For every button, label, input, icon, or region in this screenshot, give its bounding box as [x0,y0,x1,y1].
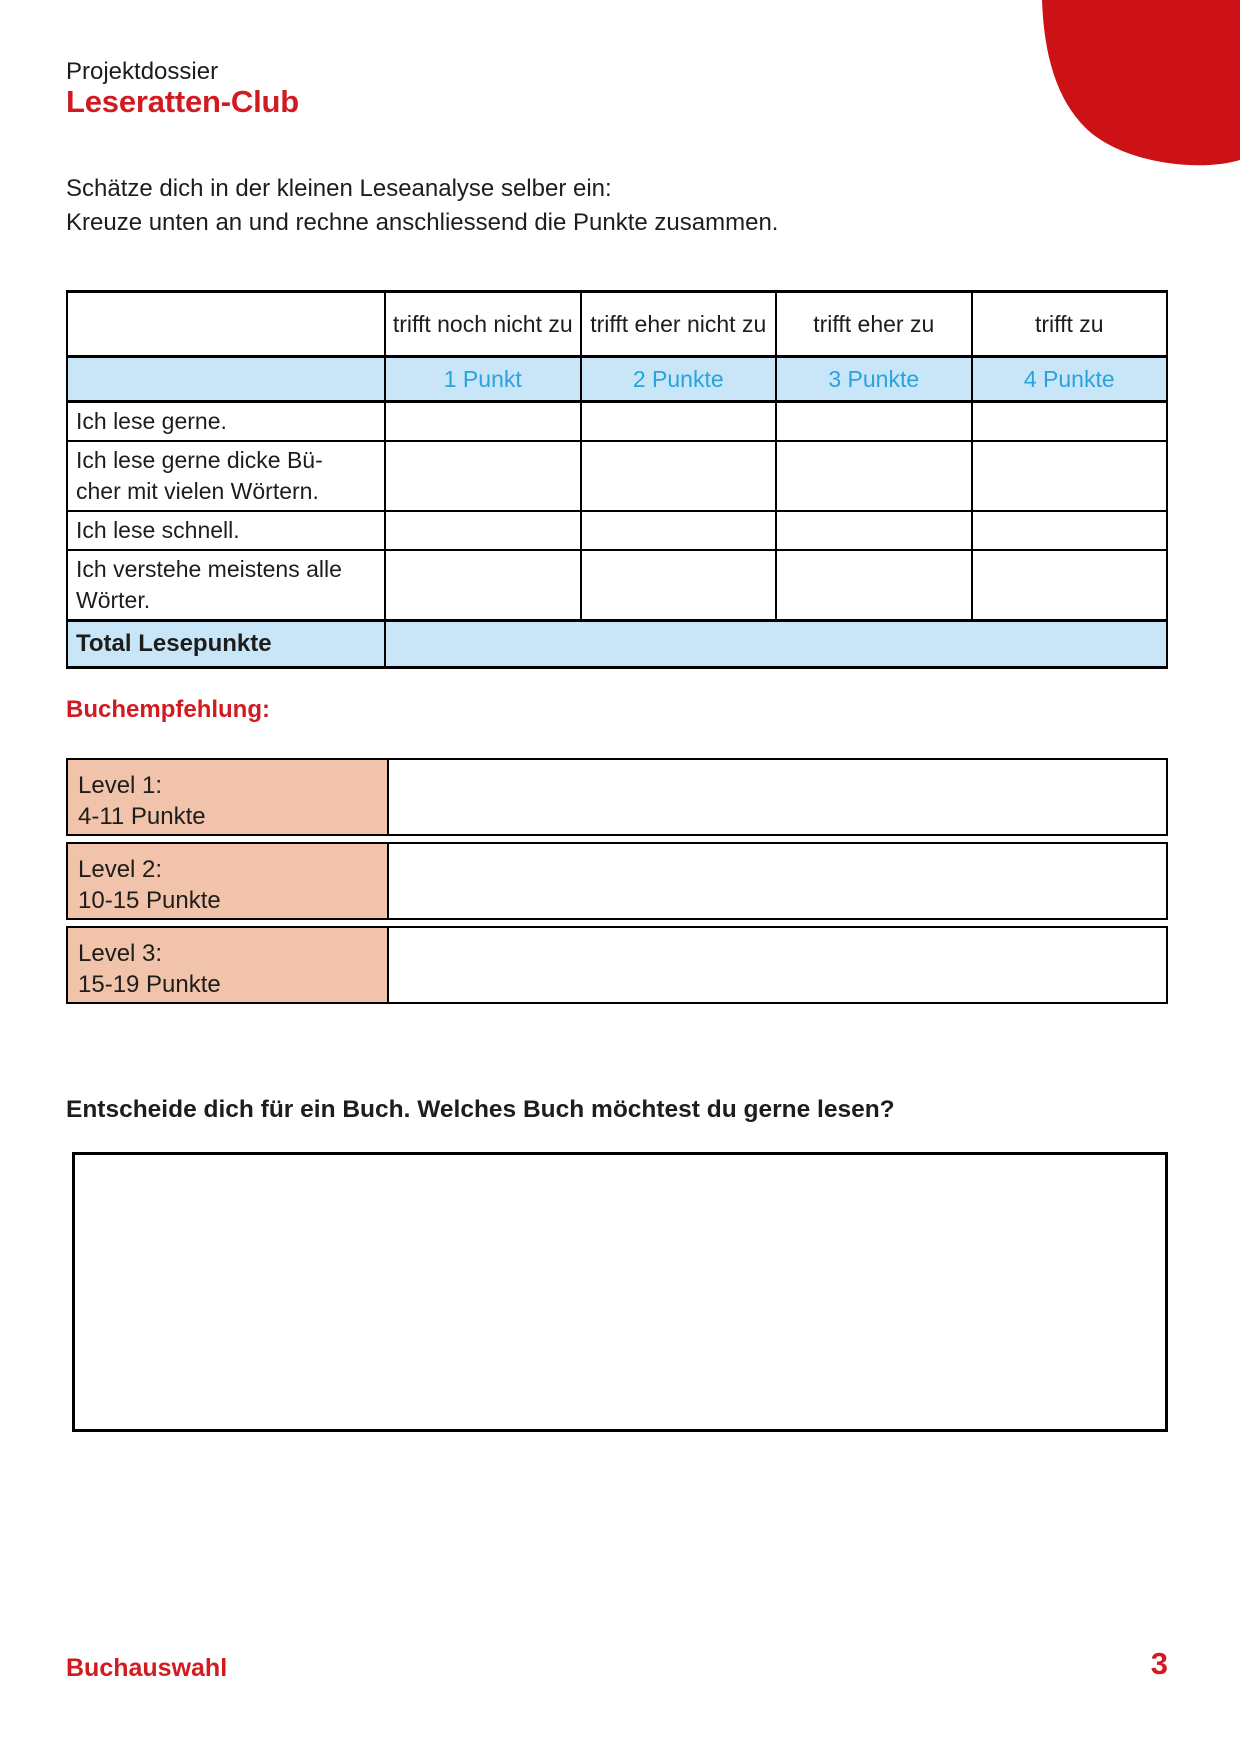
answer-cell[interactable] [581,511,777,550]
answer-cell[interactable] [776,402,972,442]
answer-cell[interactable] [776,441,972,511]
header-empty-cell [67,292,385,357]
answer-cell[interactable] [385,550,581,621]
recommendation-table [66,758,1168,1010]
points-empty-cell [67,357,385,402]
level-answer-cell[interactable] [389,758,1168,836]
answer-cell[interactable] [581,402,777,442]
column-header: trifft eher zu [776,292,972,357]
statement-cell: Ich lese gerne dicke Bücher mit vielen Wörtern. [67,441,385,511]
page-title: Leseratten-Club [66,84,299,119]
points-row [67,357,1167,402]
statement-row [67,550,1167,621]
book-choice-answer-box[interactable] [72,1152,1168,1432]
level-answer-cell[interactable] [389,926,1168,1004]
recommendation-heading: Buchempfehlung: [66,696,270,723]
answer-cell[interactable] [385,402,581,442]
statement-row [67,402,1167,442]
answer-cell[interactable] [385,441,581,511]
statement-cell: Ich verstehe meistens alle Wörter. [67,550,385,621]
book-choice-question: Entscheide dich für ein Buch. Welches Buch möchtest du gerne lesen? [66,1096,895,1123]
level-name: Level 1: [78,772,163,799]
points-cell: 2 Punkte [581,357,777,402]
statement-cell: Ich lese schnell. [67,511,385,550]
level-row [66,758,1168,836]
intro-text [66,172,778,240]
assessment-header-row [67,292,1167,357]
statement-row [67,511,1167,550]
answer-cell[interactable] [581,441,777,511]
answer-cell[interactable] [972,441,1168,511]
page-number: 3 [1150,1646,1168,1681]
total-answer-cell[interactable] [385,621,1167,668]
statement-row [67,441,1167,511]
level-label-cell [66,758,389,836]
level-points: 10-15 Punkte [78,887,221,914]
intro-line-2: Kreuze unten an und rechne anschliessend die Punkte zusammen. [66,209,779,236]
level-points: 4-11 Punkte [78,803,206,830]
column-header: trifft eher nicht zu [581,292,777,357]
answer-cell[interactable] [972,402,1168,442]
answer-cell[interactable] [972,511,1168,550]
statement-cell: Ich lese gerne. [67,402,385,442]
level-name: Level 3: [78,940,163,967]
level-points: 15-19 Punkte [78,971,221,998]
total-row [67,621,1167,668]
points-cell: 3 Punkte [776,357,972,402]
answer-cell[interactable] [972,550,1168,621]
level-label-cell [66,926,389,1004]
corner-blob-decoration [1040,0,1240,175]
points-cell: 1 Punkt [385,357,581,402]
level-row [66,926,1168,1004]
level-row [66,842,1168,920]
answer-cell[interactable] [581,550,777,621]
column-header: trifft noch nicht zu [385,292,581,357]
column-header: trifft zu [972,292,1168,357]
points-cell: 4 Punkte [972,357,1168,402]
self-assessment-table [66,290,1168,669]
footer-section-label: Buchauswahl [66,1654,228,1682]
answer-cell[interactable] [776,511,972,550]
level-answer-cell[interactable] [389,842,1168,920]
answer-cell[interactable] [776,550,972,621]
total-label-cell: Total Lesepunkte [67,621,385,668]
answer-cell[interactable] [385,511,581,550]
level-name: Level 2: [78,856,163,883]
level-label-cell [66,842,389,920]
doc-type-label: Projektdossier [66,58,219,85]
intro-line-1: Schätze dich in der kleinen Leseanalyse selber ein: [66,175,612,202]
